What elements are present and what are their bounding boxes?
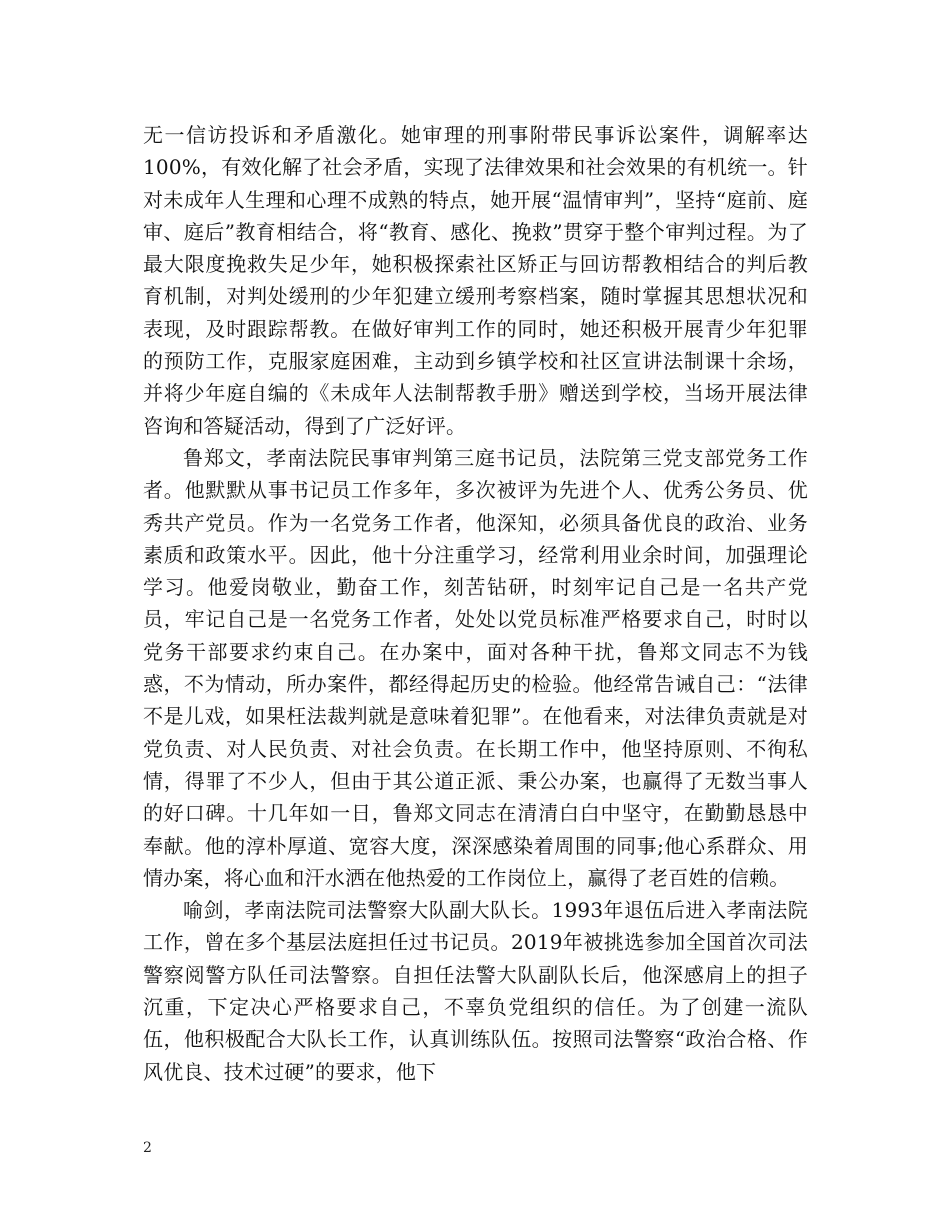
document-body: [143, 119, 808, 1088]
page-number: 2: [143, 1140, 152, 1156]
paragraph-yu-jian: 喻剑，孝南法院司法警察大队副大队长。1993年退伍后进入孝南法院工作，曾在多个基层法庭担任过书记员。2019年被挑选参加全国首次司法警察阅警方队任司法警察。自担任法警大队副队长后，他深感肩上的担子沉重，下定决心严格要求自己，不辜负党组织的信任。为了创建一流队伍，他积极配合大队长工作，认真训练队伍。按照司法警察“政治合格、作风优良、技术过硬”的要求，他下: [143, 898, 808, 1084]
paragraph-lu-zhengwen: 鲁郑文，孝南法院民事审判第三庭书记员，法院第三党支部党务工作者。他默默从事书记员工作多年，多次被评为先进个人、优秀公务员、优秀共产党员。作为一名党务工作者，他深知，必须具备优良的政治、业务素质和政策水平。因此，他十分注重学习，经常利用业余时间，加强理论学习。他爱岗敬业，勤奋工作，刻苦钻研，时刻牢记自己是一名共产党员，牢记自己是一名党务工作者，处处以党员标准严格要求自己，时时以党务干部要求约束自己。在办案中，面对各种干扰，鲁郑文同志不为钱惑，不为情动，所办案件，都经得起历史的检验。他经常告诫自己：“法律不是儿戏，如果枉法裁判就是意味着犯罪”。在他看来，对法律负责就是对党负责、对人民负责、对社会负责。在长期工作中，他坚持原则、不徇私情，得罪了不少人，但由于其公道正派、秉公办案，也赢得了无数当事人的好口碑。十几年如一日，鲁郑文同志在清清白白中坚守，在勤勤恳恳中奉献。他的淳朴厚道、宽容大度，深深感染着周围的同事;他心系群众、用情办案，将心血和汗水洒在他热爱的工作岗位上，赢得了老百姓的信赖。: [143, 445, 808, 890]
paragraph-continued: 无一信访投诉和矛盾激化。她审理的刑事附带民事诉讼案件，调解率达100%，有效化解了社会矛盾，实现了法律效果和社会效果的有机统一。针对未成年人生理和心理不成熟的特点，她开展“温情审判”，坚持“庭前、庭审、庭后”教育相结合，将“教育、感化、挽救”贯穿于整个审判过程。为了最大限度挽救失足少年，她积极探索社区矫正与回访帮教相结合的判后教育机制，对判处缓刑的少年犯建立缓刑考察档案，随时掌握其思想状况和表现，及时跟踪帮教。在做好审判工作的同时，她还积极开展青少年犯罪的预防工作，克服家庭困难，主动到乡镇学校和社区宣讲法制课十余场，并将少年庭自编的《未成年人法制帮教手册》赠送到学校，当场开展法律咨询和答疑活动，得到了广泛好评。: [143, 123, 808, 438]
